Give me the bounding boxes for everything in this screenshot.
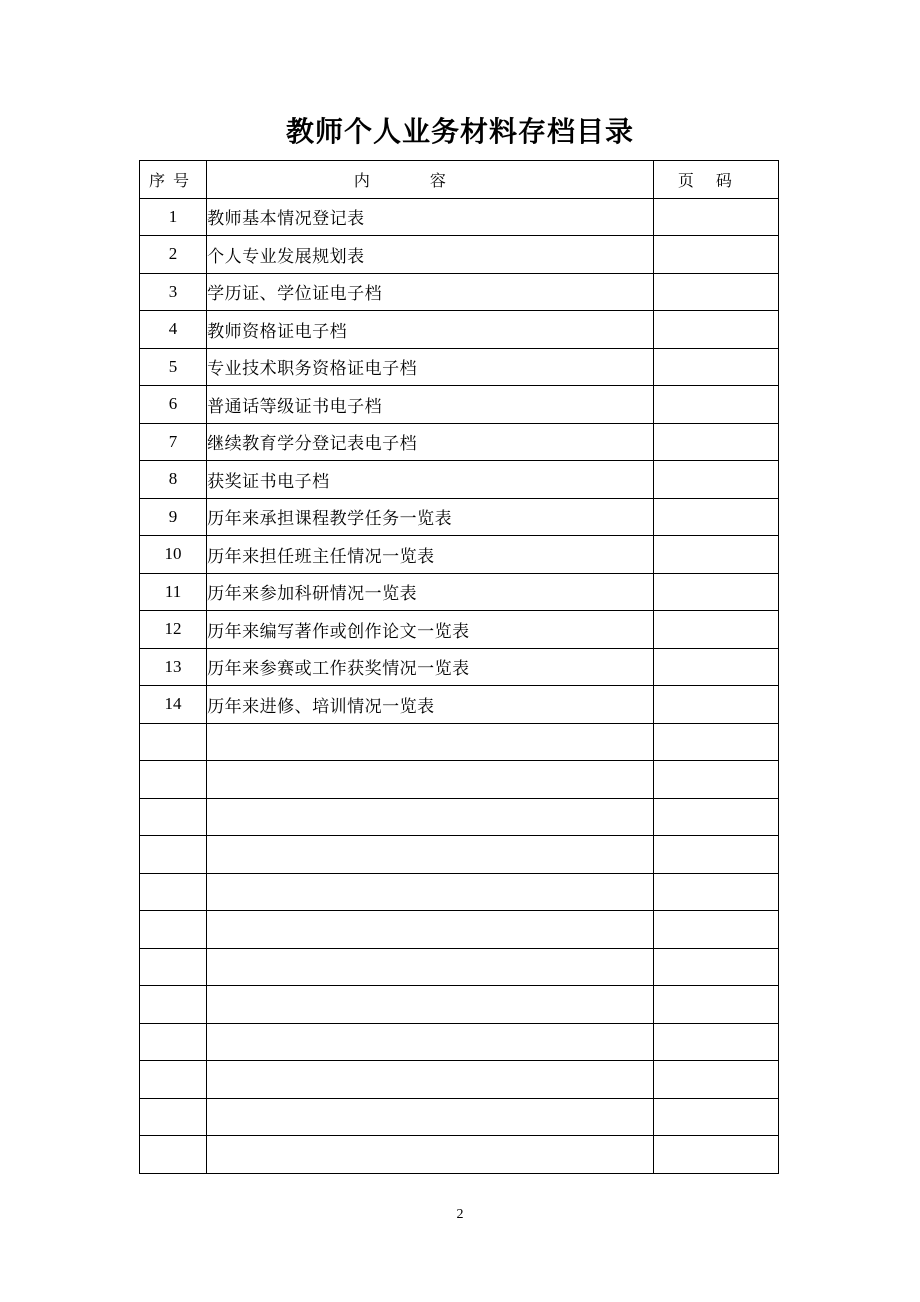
row-content: 教师基本情况登记表 — [207, 198, 654, 236]
table-row — [140, 986, 779, 1024]
row-page-number — [653, 573, 778, 611]
row-page-number — [653, 1136, 778, 1174]
table-row — [140, 536, 779, 574]
row-serial-number: 13 — [140, 648, 207, 686]
row-content: 专业技术职务资格证电子档 — [207, 348, 654, 386]
row-serial-number — [140, 723, 207, 761]
row-content — [207, 836, 654, 874]
row-serial-number — [140, 873, 207, 911]
row-content — [207, 1023, 654, 1061]
header-page-number: 页码 — [653, 161, 778, 199]
row-serial-number: 14 — [140, 686, 207, 724]
row-serial-number — [140, 836, 207, 874]
row-page-number — [653, 911, 778, 949]
table-row — [140, 1023, 779, 1061]
row-content — [207, 948, 654, 986]
row-serial-number: 8 — [140, 461, 207, 499]
row-page-number — [653, 236, 778, 274]
table-row — [140, 1098, 779, 1136]
row-page-number — [653, 686, 778, 724]
header-content: 内容 — [207, 161, 654, 199]
row-content: 历年来承担课程教学任务一览表 — [207, 498, 654, 536]
row-page-number — [653, 761, 778, 799]
row-content: 获奖证书电子档 — [207, 461, 654, 499]
row-serial-number: 12 — [140, 611, 207, 649]
row-serial-number: 3 — [140, 273, 207, 311]
table-row — [140, 798, 779, 836]
table-row — [140, 498, 779, 536]
table-row — [140, 348, 779, 386]
row-content — [207, 873, 654, 911]
row-content: 历年来参加科研情况一览表 — [207, 573, 654, 611]
row-content: 个人专业发展规划表 — [207, 236, 654, 274]
row-serial-number — [140, 1136, 207, 1174]
row-page-number — [653, 798, 778, 836]
row-content: 历年来进修、培训情况一览表 — [207, 686, 654, 724]
row-serial-number — [140, 948, 207, 986]
row-serial-number: 7 — [140, 423, 207, 461]
row-content — [207, 723, 654, 761]
table-row — [140, 911, 779, 949]
table-body — [140, 198, 779, 1173]
row-page-number — [653, 273, 778, 311]
row-content — [207, 986, 654, 1024]
table-row — [140, 873, 779, 911]
table-row — [140, 1136, 779, 1174]
row-content — [207, 798, 654, 836]
row-serial-number — [140, 911, 207, 949]
row-content: 历年来编写著作或创作论文一览表 — [207, 611, 654, 649]
table-row — [140, 386, 779, 424]
row-content — [207, 911, 654, 949]
row-page-number — [653, 498, 778, 536]
table-row — [140, 423, 779, 461]
table-row — [140, 723, 779, 761]
row-content — [207, 1098, 654, 1136]
table-row — [140, 948, 779, 986]
table-row — [140, 273, 779, 311]
row-page-number — [653, 986, 778, 1024]
table-row — [140, 461, 779, 499]
table-row — [140, 573, 779, 611]
row-serial-number — [140, 986, 207, 1024]
row-serial-number — [140, 761, 207, 799]
row-page-number — [653, 1098, 778, 1136]
row-content: 继续教育学分登记表电子档 — [207, 423, 654, 461]
table-row — [140, 836, 779, 874]
archive-index-table — [139, 160, 779, 1174]
row-content — [207, 1136, 654, 1174]
row-page-number — [653, 611, 778, 649]
document-title: 教师个人业务材料存档目录 — [285, 115, 634, 148]
row-serial-number: 1 — [140, 198, 207, 236]
row-serial-number: 5 — [140, 348, 207, 386]
row-serial-number — [140, 798, 207, 836]
row-page-number — [653, 873, 778, 911]
row-content: 教师资格证电子档 — [207, 311, 654, 349]
row-serial-number — [140, 1061, 207, 1099]
table-row — [140, 1061, 779, 1099]
row-serial-number: 6 — [140, 386, 207, 424]
row-page-number — [653, 423, 778, 461]
row-content: 普通话等级证书电子档 — [207, 386, 654, 424]
row-page-number — [653, 311, 778, 349]
row-page-number — [653, 1061, 778, 1099]
table-row — [140, 611, 779, 649]
row-serial-number: 11 — [140, 573, 207, 611]
table-header-row — [140, 161, 779, 199]
row-content — [207, 1061, 654, 1099]
row-content — [207, 761, 654, 799]
row-page-number — [653, 348, 778, 386]
table-row — [140, 648, 779, 686]
page-number: 2 — [456, 1207, 464, 1222]
row-page-number — [653, 948, 778, 986]
row-page-number — [653, 198, 778, 236]
row-page-number — [653, 648, 778, 686]
row-page-number — [653, 461, 778, 499]
row-page-number — [653, 386, 778, 424]
table-row — [140, 311, 779, 349]
row-serial-number — [140, 1098, 207, 1136]
row-page-number — [653, 836, 778, 874]
table-row — [140, 198, 779, 236]
table-row — [140, 236, 779, 274]
row-content: 学历证、学位证电子档 — [207, 273, 654, 311]
row-content: 历年来参赛或工作获奖情况一览表 — [207, 648, 654, 686]
table-row — [140, 686, 779, 724]
row-serial-number — [140, 1023, 207, 1061]
row-serial-number: 2 — [140, 236, 207, 274]
header-serial-number: 序号 — [140, 161, 207, 199]
row-serial-number: 10 — [140, 536, 207, 574]
row-page-number — [653, 536, 778, 574]
row-page-number — [653, 723, 778, 761]
row-page-number — [653, 1023, 778, 1061]
table-row — [140, 761, 779, 799]
row-content: 历年来担任班主任情况一览表 — [207, 536, 654, 574]
row-serial-number: 9 — [140, 498, 207, 536]
row-serial-number: 4 — [140, 311, 207, 349]
